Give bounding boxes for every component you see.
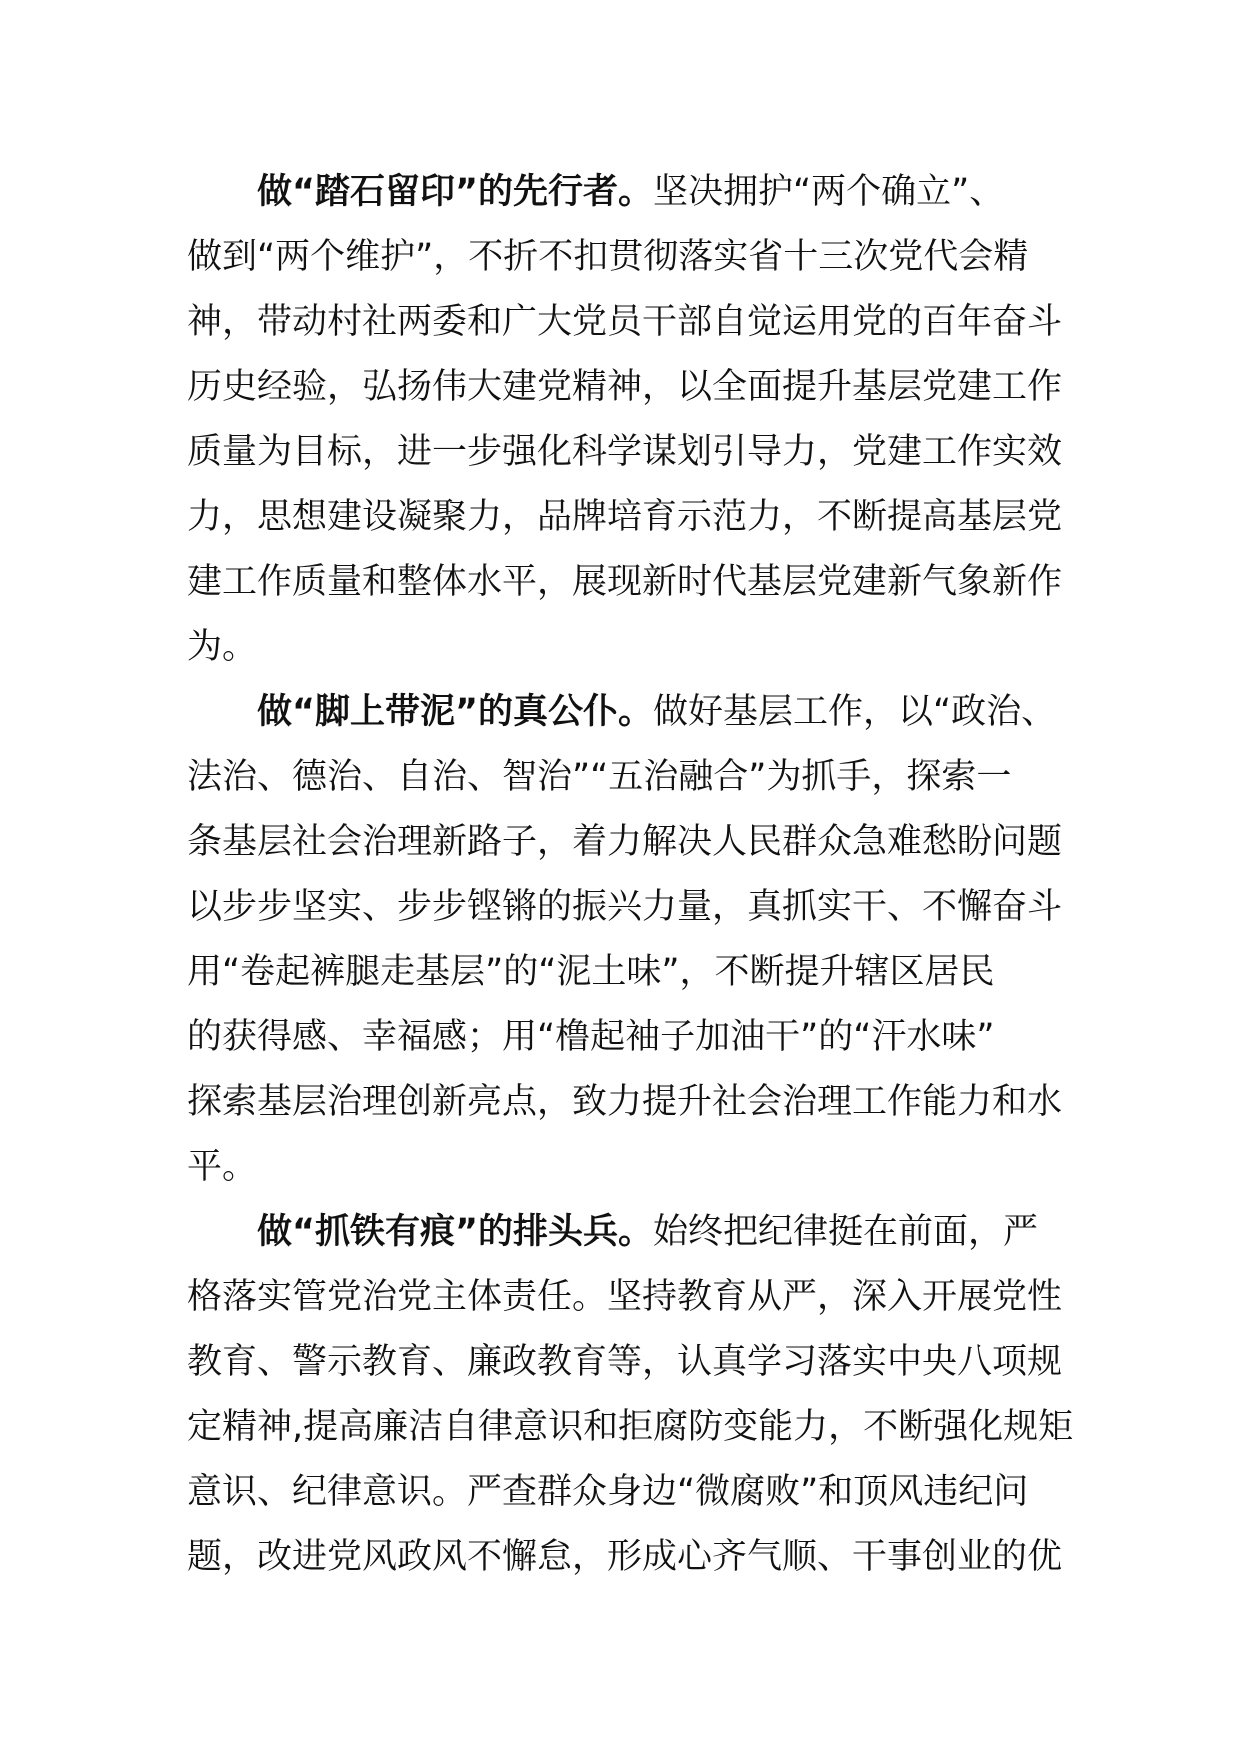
paragraph-line: 题，改进党风政风不懈怠，形成心齐气顺、干事创业的优 <box>187 1537 1063 1577</box>
paragraph-line: 平。 <box>187 1147 258 1187</box>
paragraph-2 <box>187 680 1067 1200</box>
paragraph-line <box>187 1200 1067 1265</box>
paragraph-line: 为。 <box>187 627 258 667</box>
paragraph-line: 教育、警示教育、廉政教育等，认真学习落实中央八项规 <box>187 1342 1063 1382</box>
paragraph-line: 做到“两个维护”，不折不扣贯彻落实省十三次党代会精 <box>187 237 1029 277</box>
paragraph-line: 历史经验，弘扬伟大建党精神，以全面提升基层党建工作 <box>187 367 1063 407</box>
paragraph-line: 法治、德治、自治、智治”“五治融合”为抓手，探索一 <box>187 757 1012 797</box>
paragraph-text: 始终把纪律挺在前面，严 <box>653 1212 1039 1252</box>
body-text <box>187 160 1074 1590</box>
paragraph-line <box>187 160 1067 225</box>
paragraph-text: 坚决拥护“两个确立”、 <box>653 172 1005 212</box>
paragraph-line: 用“卷起裤腿走基层”的“泥土味”，不断提升辖区居民 <box>187 952 995 992</box>
paragraph-lead-heading: 做“脚上带泥”的真公仆。 <box>257 692 654 732</box>
paragraph-line: 定精神,提高廉洁自律意识和拒腐防变能力，不断强化规矩 <box>187 1407 1074 1447</box>
paragraph-line: 建工作质量和整体水平，展现新时代基层党建新气象新作 <box>187 562 1063 602</box>
paragraph-1 <box>187 160 1067 680</box>
paragraph-lead-heading: 做“抓铁有痕”的排头兵。 <box>257 1212 654 1252</box>
paragraph-line: 探索基层治理创新亮点，致力提升社会治理工作能力和水 <box>187 1082 1063 1122</box>
paragraph-lead-heading: 做“踏石留印”的先行者。 <box>257 172 654 212</box>
paragraph-line: 的获得感、幸福感；用“橹起袖子加油干”的“汗水味” <box>187 1017 995 1057</box>
paragraph-line: 力，思想建设凝聚力，品牌培育示范力，不断提高基层党 <box>187 497 1063 537</box>
paragraph-line: 神，带动村社两委和广大党员干部自觉运用党的百年奋斗 <box>187 302 1063 342</box>
paragraph-line: 条基层社会治理新路子，着力解决人民群众急难愁盼问题 <box>187 822 1063 862</box>
paragraph-3 <box>187 1200 1074 1590</box>
paragraph-line: 意识、纪律意识。严查群众身边“微腐败”和顶风违纪问 <box>187 1472 1029 1512</box>
paragraph-line <box>187 680 1067 745</box>
paragraph-line: 格落实管党治党主体责任。坚持教育从严，深入开展党性 <box>187 1277 1063 1317</box>
paragraph-text: 做好基层工作，以“政治、 <box>653 692 1057 732</box>
paragraph-line: 质量为目标，进一步强化科学谋划引导力，党建工作实效 <box>187 432 1063 472</box>
paragraph-line: 以步步坚实、步步铿锵的振兴力量，真抓实干、不懈奋斗 <box>187 887 1063 927</box>
